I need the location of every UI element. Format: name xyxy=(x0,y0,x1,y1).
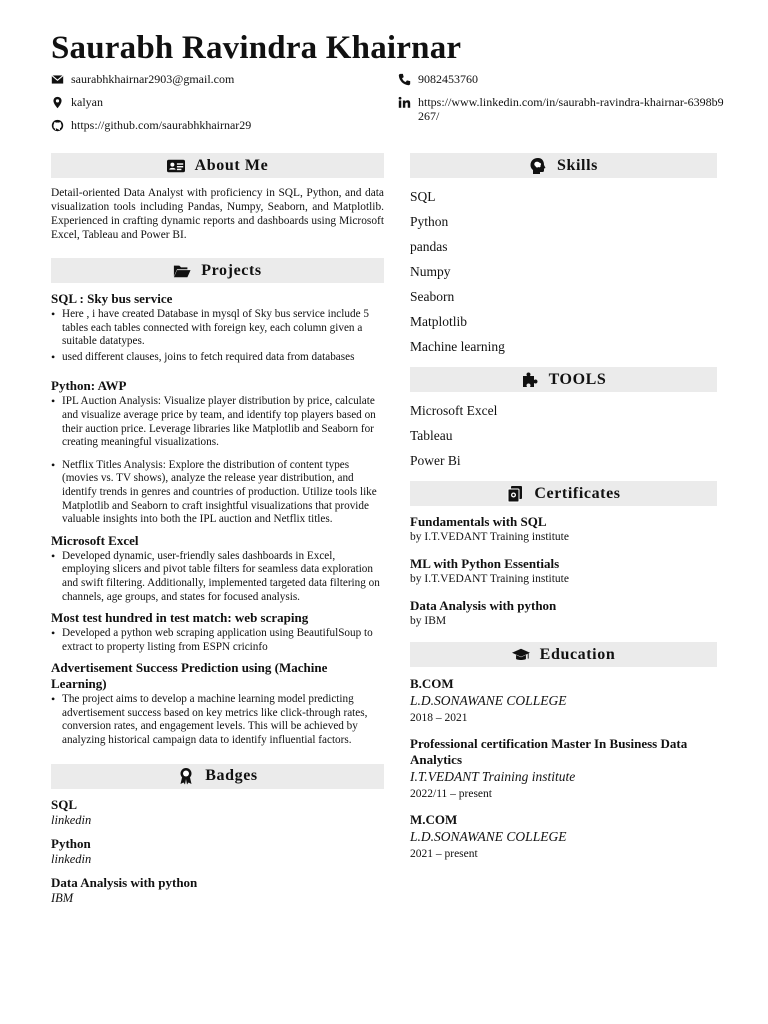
id-card-icon xyxy=(167,157,185,175)
education-school: L.D.SONAWANE COLLEGE xyxy=(410,829,567,844)
education-school: L.D.SONAWANE COLLEGE xyxy=(410,693,567,708)
map-pin-icon xyxy=(51,96,64,109)
project-item xyxy=(51,378,384,526)
tool-item: Power Bi xyxy=(410,453,461,468)
education-heading xyxy=(410,642,717,667)
skills-heading-text: Skills xyxy=(557,156,598,174)
badge-title: SQL xyxy=(51,796,78,812)
skill-item: Matplotlib xyxy=(410,314,467,329)
certificate-issuer: by I.T.VEDANT Training institute xyxy=(410,531,569,543)
project-title: Microsoft Excel xyxy=(51,532,139,548)
certificate-issuer: by IBM xyxy=(410,615,447,627)
education-degree: M.COM xyxy=(410,812,458,827)
skill-item: Machine learning xyxy=(410,339,505,354)
badge-issuer: IBM xyxy=(51,890,74,905)
about-heading-text: About Me xyxy=(194,156,269,174)
badges-heading-text: Badges xyxy=(205,767,258,785)
education-dates: 2022/11 – present xyxy=(410,788,492,800)
education-dates: 2018 – 2021 xyxy=(410,712,468,724)
project-bullet: • Developed a python web scraping application using BeautifulSoup to extract to property listing from ESPN cricinfo xyxy=(62,627,384,654)
education-heading-text: Education xyxy=(539,645,616,663)
certificate-title: Data Analysis with python xyxy=(410,598,557,613)
contact-phone xyxy=(398,72,478,87)
skill-item: Numpy xyxy=(410,264,451,279)
email-text[interactable]: saurabhkhairnar2903@gmail.com xyxy=(71,72,235,86)
project-item xyxy=(51,610,384,654)
project-bullet: • Here , i have created Database in mysql of Sky bus service include 5 tables each tables connected with foreign key, each column given a suitable datatypes. xyxy=(62,308,384,349)
tool-item: Microsoft Excel xyxy=(410,403,498,418)
skill-item: Seaborn xyxy=(410,289,455,304)
education-dates: 2021 – present xyxy=(410,848,478,860)
head-brain-icon xyxy=(529,157,547,175)
certificate-title: Fundamentals with SQL xyxy=(410,514,547,529)
skill-item: pandas xyxy=(410,239,448,254)
project-item xyxy=(51,291,384,364)
phone-icon xyxy=(398,73,411,86)
project-item xyxy=(51,660,384,747)
tool-item: Tableau xyxy=(410,428,453,443)
badge-item xyxy=(51,836,384,867)
graduation-cap-icon xyxy=(512,646,530,664)
contact-location xyxy=(51,95,103,110)
certificate-issuer: by I.T.VEDANT Training institute xyxy=(410,573,569,585)
education-item xyxy=(410,812,717,863)
project-title: Most test hundred in test match: web scraping xyxy=(51,610,309,626)
project-item xyxy=(51,533,384,604)
education-degree: B.COM xyxy=(410,676,454,691)
contact-linkedin xyxy=(398,95,728,123)
location-text: kalyan xyxy=(71,95,103,109)
projects-heading-text: Projects xyxy=(201,261,262,279)
skill-item: Python xyxy=(410,214,449,229)
badge-issuer: linkedin xyxy=(51,851,92,866)
github-icon xyxy=(51,119,64,132)
certificate-item xyxy=(410,514,717,544)
tools-heading xyxy=(410,367,717,392)
resume-name: Saurabh Ravindra Khairnar xyxy=(51,30,462,66)
project-title: Advertisement Success Prediction using (Machine Learning) xyxy=(51,660,328,692)
badge-item xyxy=(51,797,384,828)
github-link[interactable]: https://github.com/saurabhkhairnar29 xyxy=(71,118,252,132)
folder-open-icon xyxy=(173,262,191,280)
contact-email xyxy=(51,72,234,87)
project-bullet: • IPL Auction Analysis: Visualize player distribution by price, calculate and visualize average price by team, and identify top players based on their auction price. Leverage libraries like Matplotlib and Seaborn for creating meaningful visualizations. xyxy=(62,395,384,449)
skills-heading xyxy=(410,153,717,178)
award-icon xyxy=(177,767,195,785)
about-text: Detail-oriented Data Analyst with proficiency in SQL, Python, and data visualization tools including Pandas, Numpy, Seaborn, and Matplotlib. Experienced in crafting dynamic reports and dashboards using Microsoft Excel, Tableau and Power BI. xyxy=(51,187,384,241)
education-degree: Professional certification Master In Business Data Analytics xyxy=(410,736,688,767)
puzzle-icon xyxy=(521,371,539,389)
skill-item: SQL xyxy=(410,189,436,204)
project-bullet: • The project aims to develop a machine learning model predicting advertisement success based on key metrics like click-through rates, conversion rates, and engagement levels. This will be achieved by analyzing historical campaign data to identify influential factors. xyxy=(62,693,384,747)
certificate-item xyxy=(410,598,717,628)
project-bullet: • used different clauses, joins to fetch required data from databases xyxy=(62,351,384,365)
linkedin-link[interactable]: https://www.linkedin.com/in/saurabh-ravindra-khairnar-6398b9267/ xyxy=(418,95,724,123)
badge-issuer: linkedin xyxy=(51,812,92,827)
badges-heading xyxy=(51,764,384,789)
certificate-item xyxy=(410,556,717,586)
certificate-icon xyxy=(506,485,524,503)
certificate-title: ML with Python Essentials xyxy=(410,556,560,571)
badge-title: Data Analysis with python xyxy=(51,874,198,890)
contact-github xyxy=(51,118,251,133)
badge-item xyxy=(51,875,384,906)
envelope-icon xyxy=(51,73,64,86)
projects-heading xyxy=(51,258,384,283)
badge-title: Python xyxy=(51,835,91,851)
project-bullet: • Developed dynamic, user-friendly sales dashboards in Excel, employing slicers and pivot table filters for seamless data exploration and swift filtering. Additionally, implemented targeted data filtering on channels, age groups, and states for focused analysis. xyxy=(62,550,384,604)
project-title: Python: AWP xyxy=(51,378,127,394)
certificates-heading xyxy=(410,481,717,506)
education-school: I.T.VEDANT Training institute xyxy=(410,769,576,784)
education-item xyxy=(410,736,717,803)
about-heading xyxy=(51,153,384,178)
left-column xyxy=(51,153,384,906)
tools-heading-text: TOOLS xyxy=(548,370,607,388)
right-column xyxy=(410,153,717,863)
project-title: SQL : Sky bus service xyxy=(51,291,173,306)
project-bullet: • Netflix Titles Analysis: Explore the distribution of content types (movies vs. TV shows), analyze the release year distribution, and identify trends in genres and countries of production. Utilize tools like Matplotlib and Seaborn to craft insightful visualizations that provide valuable insights into both the IPL auction and Netflix titles. xyxy=(62,459,384,527)
certificates-heading-text: Certificates xyxy=(534,484,621,502)
education-item xyxy=(410,676,717,727)
linkedin-icon xyxy=(398,96,411,109)
phone-text[interactable]: 9082453760 xyxy=(418,72,478,86)
